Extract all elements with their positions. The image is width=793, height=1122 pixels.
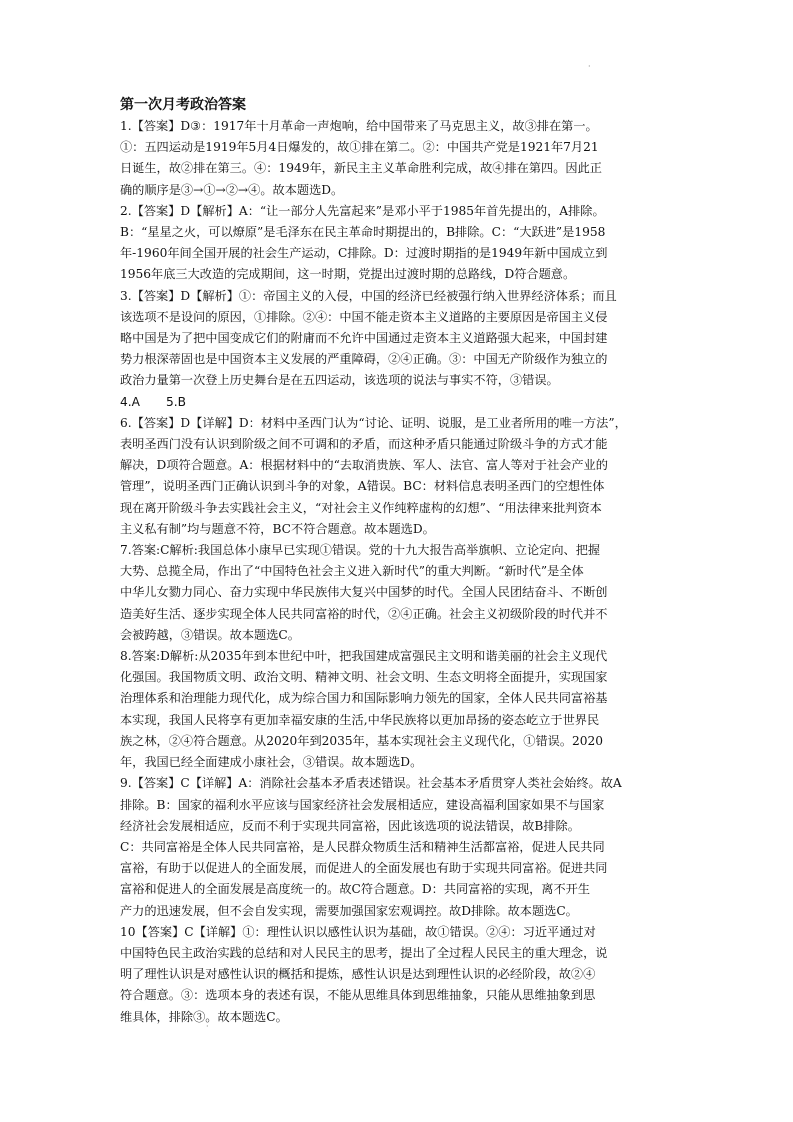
page-title: 第一次月考政治答案 [120,97,246,113]
text-line: 2.【答案】D【解析】A：“让一部分人先富起来”是邓小平于1985年首先提出的，A排除。 [120,203,605,218]
text-line: 经济社会发展相适应，反而不利于实现共同富裕，因此该选项的说法错误，故B排除。 [120,818,580,833]
text-line: 维具体，排除③。故本题选C。 [120,1009,288,1024]
text-line: 中国特色民主政治实践的总结和对人民民主的思考，提出了全过程人民民主的重大理念，说 [120,945,608,960]
text-line: 富裕，有助于以促进人的全面发展，而促进人的全面发展也有助于实现共同富裕。促进共同 [120,861,608,876]
text-line: 10【答案】C【详解】①：理性认识以感性认识为基础，故①错误。②④：习近平通过对 [120,924,596,939]
text-line: 符合题意。③：选项本身的表述有误，不能从思维具体到思维抽象，只能从思维抽象到思 [120,988,596,1003]
text-line: 治理体系和治理能力现代化，成为综合国力和国际影响力领先的国家，全体人民共同富裕基 [120,691,608,706]
text-line: ①：五四运动是1919年5月4日爆发的，故①排在第二。②：中国共产党是1921年7月21 [120,140,599,155]
answer-q7 [120,540,678,646]
scan-dot: · [588,62,591,71]
text-line: 政治力量第一次登上历史舞台是在五四运动，该选项的说法与事实不符，③错误。 [120,373,559,388]
text-line: 8.答案:D解析:从2035年到本世纪中叶，把我国建成富强民主文明和谐美丽的社会主义现代 [120,649,608,664]
document-page [120,94,678,1028]
answer-q2 [120,201,678,286]
text-line: 年，我国已经全面建成小康社会，③错误。故本题选D。 [120,755,423,770]
answer-q5: 5.B [165,394,186,409]
text-line: 3.【答案】D【解析】①：帝国主义的入侵，中国的经济已经被强行纳入世界经济体系；而且 [120,288,617,303]
text-line: 7.答案:C解析:我国总体小康早已实现①错误。党的十九大报告高举旗帜、立论定向、把握 [120,543,601,558]
text-line: 略中国是为了把中国变成它们的附庸而不允许中国通过走资本主义道路强大起来，中国封建 [120,331,608,346]
text-line: 势力根深蒂固也是中国资本主义发展的严重障碍，②④正确。③：中国无产阶级作为独立的 [120,352,608,367]
text-line: 大势、总揽全局，作出了“中国特色社会主义进入新时代”的重大判断。“新时代”是全体 [120,564,584,579]
text-line: 主义私有制”均与题意不符，BC不符合题意。故本题选D。 [120,521,435,536]
answer-q8 [120,646,678,773]
text-line: 该选项不是设问的原因，①排除。②④：中国不能走资本主义道路的主要原因是帝国主义侵 [120,309,608,324]
text-line: 中华儿女勠力同心、奋力实现中华民族伟大复兴中国梦的时代。全国人民团结奋斗、不断创 [120,585,608,600]
text-line: 会被跨越，③错误。故本题选C。 [120,627,300,642]
text-line: 排除。B：国家的福利水平应该与国家经济社会发展相适应，建设高福利国家如果不与国家 [120,797,605,812]
scan-dot: · [206,1022,209,1031]
text-line: 确的顺序是③→①→②→④。故本题选D。 [120,182,344,197]
text-line: 解决，D项符合题意。A：根据材料中的“去取消贵族、军人、法官、富人等对于社会产业的 [120,458,608,473]
text-line: 日诞生，故②排在第三。④：1949年，新民主主义革命胜利完成，故④排在第四。因此正 [120,161,602,176]
answer-q10 [120,922,678,1028]
text-line: 产力的迅速发展，但不会自发实现，需要加强国家宏观调控。故D排除。故本题选C。 [120,903,578,918]
text-line: 1.【答案】D③：1917年十月革命一声炮响，给中国带来了马克思主义，故③排在第一。 [120,119,598,133]
text-line: 造美好生活、逐步实现全体人民共同富裕的时代，②④正确。社会主义初级阶段的时代并不 [120,606,608,621]
answer-q9 [120,773,678,921]
text-line: 富裕和促进人的全面发展是高度统一的。故C符合题意。D：共同富裕的实现，离不开生 [120,882,591,897]
text-line: 本实现，我国人民将享有更加幸福安康的生活,中华民族将以更加昂扬的姿态屹立于世界民 [120,712,600,727]
text-line: 1956年底三大改造的完成期间，这一时期，党提出过渡时期的总路线，D符合题意。 [120,267,576,282]
text-line: 明了理性认识是对感性认识的概括和提炼，感性认识是达到理性认识的必经阶段，故②④ [120,967,596,982]
text-line: 6.【答案】D【详解】D：材料中圣西门认为“讨论、证明、说服，是工业者所用的唯一方法”， [120,415,627,430]
text-line: 9.【答案】C【详解】A：消除社会基本矛盾表述错误。社会基本矛盾贯穿人类社会始终。故A [120,776,622,791]
text-line: 现在离开阶级斗争去实践社会主义，“对社会主义作纯粹虚构的幻想”、“用法律来批判资本 [120,500,602,515]
text-line: 化强国。我国物质文明、政治文明、精神文明、社会文明、生态文明将全面提升，实现国家 [120,670,608,685]
text-line: C：共同富裕是全体人民共同富裕，是人民群众物质生活和精神生活都富裕，促进人民共同 [120,839,605,854]
answer-q6 [120,413,678,540]
answer-q1 [120,116,678,201]
text-line: 管理”，说明圣西门正确认识到斗争的对象，A错误。BC：材料信息表明圣西门的空想性体 [120,479,605,494]
text-line: 表明圣西门没有认识到阶级之间不可调和的矛盾，而这种矛盾只能通过阶级斗争的方式才能 [120,437,608,452]
text-line: 族之林，②④符合题意。从2020年到2035年，基本实现社会主义现代化，①错误。2020 [120,733,604,748]
answer-q4-q5 [120,392,678,413]
text-line: B：“星星之火，可以燎原”是毛泽东在民主革命时期提出的，B排除。C：“大跃进”是1958 [120,225,606,240]
text-line: 年-1960年间全国开展的社会生产运动，C排除。D：过渡时期指的是1949年新中国成立到 [120,246,608,261]
answer-q3 [120,286,678,392]
answer-q4: 4.A [120,394,140,409]
